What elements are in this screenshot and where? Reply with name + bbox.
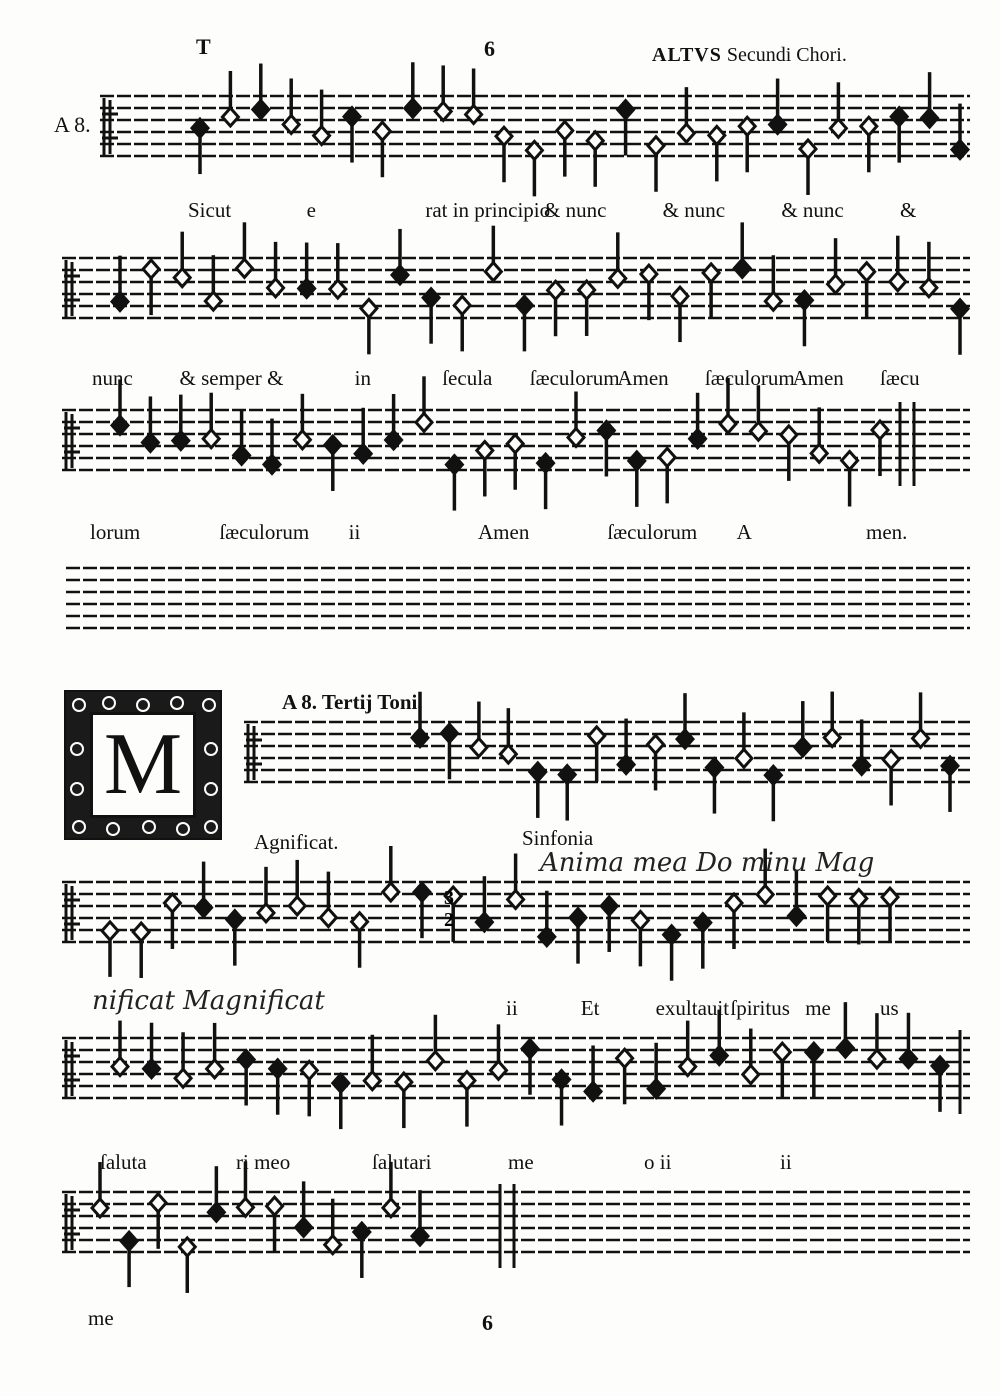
lyric-word: Et [580, 996, 600, 1020]
lyric-word: & [900, 198, 917, 222]
note [516, 296, 532, 351]
note [706, 759, 722, 814]
lyric-word: ii [506, 996, 518, 1020]
note [820, 887, 836, 942]
note [830, 82, 846, 137]
note [446, 456, 462, 511]
clef-mark [102, 98, 118, 156]
note [222, 71, 238, 126]
note [253, 64, 269, 119]
note [680, 1021, 696, 1076]
note [664, 926, 680, 981]
note [837, 1002, 853, 1057]
note [392, 229, 408, 284]
note [559, 766, 575, 821]
lyric-word: Sicut [188, 198, 232, 222]
note [659, 448, 675, 503]
lyric-word: men. [866, 520, 908, 544]
note [932, 1057, 948, 1112]
note [164, 894, 180, 949]
lyric-word: us [880, 996, 899, 1020]
note [427, 1015, 443, 1070]
note [490, 1024, 506, 1079]
signature-mark: 6 [482, 1310, 493, 1335]
lyric-word: & semper [179, 366, 262, 390]
note [412, 1190, 428, 1245]
lyric-word: ſalutari [372, 1150, 432, 1174]
note [570, 909, 586, 964]
note [806, 1043, 822, 1098]
note [942, 757, 958, 812]
clef-mark [64, 412, 80, 470]
note [952, 300, 968, 355]
note [485, 226, 501, 281]
lyric-word: ſpiritus [730, 996, 790, 1020]
lyric-word: ri meo [236, 1150, 291, 1174]
lyric-word: ſæculorum [704, 366, 795, 390]
section2-heading: A 8. Tertij Toni. [282, 690, 423, 714]
note [454, 296, 470, 351]
note [112, 1021, 128, 1076]
note [355, 408, 371, 463]
lyric-word: me [88, 1306, 114, 1330]
note [270, 1060, 286, 1115]
lyric-word: ſæculorum [607, 520, 698, 544]
note [890, 236, 906, 291]
voice-count-label: A 8. [54, 112, 91, 137]
handwritten-text-1: Anima mea Do minu Mag [540, 848, 875, 878]
note [283, 78, 299, 133]
note [296, 1181, 312, 1236]
clef-mark [64, 260, 80, 318]
note [361, 299, 377, 354]
lyric-word: & nunc [662, 198, 726, 222]
note [267, 1197, 283, 1252]
note [538, 454, 554, 509]
note [922, 72, 938, 127]
note [872, 421, 888, 476]
lyric-word: Amen [792, 366, 844, 390]
note [632, 911, 648, 966]
note [781, 426, 797, 481]
note [900, 1013, 916, 1068]
sinfonia-label: Sinfonia [522, 826, 594, 850]
initial-letter-box [90, 712, 196, 818]
note [883, 750, 899, 805]
clef-mark [64, 884, 80, 942]
running-title-caps: ALTVS [652, 44, 722, 66]
note [629, 452, 645, 507]
clef-mark [64, 1194, 80, 1252]
note [859, 263, 875, 318]
page-number: 6 [484, 36, 496, 61]
note [121, 1232, 137, 1287]
header-left-mark: T [196, 34, 212, 59]
note [526, 141, 542, 196]
note [227, 911, 243, 966]
note [325, 1199, 341, 1254]
note [557, 122, 573, 177]
note [672, 287, 688, 342]
note [500, 708, 516, 763]
lyric-word: me [805, 996, 831, 1020]
lyric-word: rat in principio [425, 198, 551, 222]
note [416, 376, 432, 431]
note [824, 692, 840, 747]
lyric-word: ſæculorum [529, 366, 620, 390]
lyric-word: me [508, 1150, 534, 1174]
note [476, 876, 492, 931]
lyric-word: lorum [90, 520, 141, 544]
running-title-rest: Secundi Chori. [726, 44, 847, 66]
note [175, 1032, 191, 1087]
note [301, 1061, 317, 1116]
time-signature-digit: 3 [444, 887, 454, 909]
note [352, 913, 368, 968]
note [142, 396, 158, 451]
note [396, 1073, 412, 1128]
time-signature-digit: 2 [444, 909, 454, 931]
note [726, 894, 742, 949]
note [579, 281, 595, 336]
lyric-word: in [354, 366, 371, 390]
clef-mark [246, 724, 262, 782]
note [196, 862, 212, 917]
note [641, 265, 657, 320]
note [236, 222, 252, 277]
lyric-word: e [306, 198, 316, 222]
note [568, 392, 584, 447]
note [587, 132, 603, 187]
note [648, 137, 664, 192]
note [690, 393, 706, 448]
note [203, 393, 219, 448]
note [610, 232, 626, 287]
note [374, 122, 390, 177]
note [496, 127, 512, 182]
note [314, 90, 330, 145]
lyric-word: o ii [644, 1150, 672, 1174]
note [703, 264, 719, 319]
note [601, 897, 617, 952]
lyric-word: nunc [92, 366, 133, 390]
lyric-word: A [736, 520, 752, 544]
note [289, 860, 305, 915]
note [383, 846, 399, 901]
note [617, 1049, 633, 1104]
note [765, 766, 781, 821]
lyric-word: & nunc [544, 198, 607, 222]
notes [64, 62, 968, 1293]
lyric-word: ſaluta [100, 1150, 147, 1174]
lyric-word: ii [348, 520, 361, 544]
note [102, 922, 118, 977]
note [435, 65, 451, 120]
note [788, 870, 804, 925]
note [179, 1238, 195, 1293]
note [750, 385, 766, 440]
note [471, 702, 487, 757]
note [208, 1166, 224, 1221]
note [842, 452, 858, 507]
note [507, 435, 523, 490]
note [589, 727, 605, 782]
lyric-word: ii [780, 1150, 792, 1174]
clef-mark [64, 1040, 80, 1098]
note [598, 421, 614, 476]
note [828, 238, 844, 293]
note [548, 281, 564, 336]
lyric-word: Amen [617, 366, 669, 390]
staff-lines [62, 96, 970, 1252]
note [677, 693, 693, 748]
note [882, 888, 898, 943]
note [344, 108, 360, 163]
note [736, 712, 752, 767]
note [774, 1043, 790, 1098]
note [133, 923, 149, 978]
note [913, 692, 929, 747]
note [795, 701, 811, 756]
lyric-word: Amen [478, 520, 530, 544]
note [709, 126, 725, 181]
lyric-word: exultauit [655, 996, 730, 1020]
lyric-word: ſecula [442, 366, 493, 390]
lyric-word: & [267, 366, 284, 390]
note [618, 101, 634, 156]
note [405, 62, 421, 117]
note [770, 79, 786, 134]
incipit-text: Agnificat. [254, 830, 339, 854]
note [333, 1074, 349, 1129]
note [734, 222, 750, 277]
note [800, 140, 816, 195]
initial-letter: M [103, 716, 183, 813]
note [891, 108, 907, 163]
note [320, 872, 336, 927]
note [354, 1223, 370, 1278]
note [869, 1013, 885, 1068]
note [423, 289, 439, 344]
lyric-word: ſæcu [880, 366, 920, 390]
note [234, 409, 250, 464]
decorated-initial [64, 690, 222, 840]
lyric-word: ſæculorum [219, 520, 310, 544]
note [192, 119, 208, 174]
note [530, 763, 546, 818]
note [325, 436, 341, 491]
handwritten-text-2: nificat Magnificat [92, 986, 325, 1016]
lyric-word: & nunc [781, 198, 844, 222]
